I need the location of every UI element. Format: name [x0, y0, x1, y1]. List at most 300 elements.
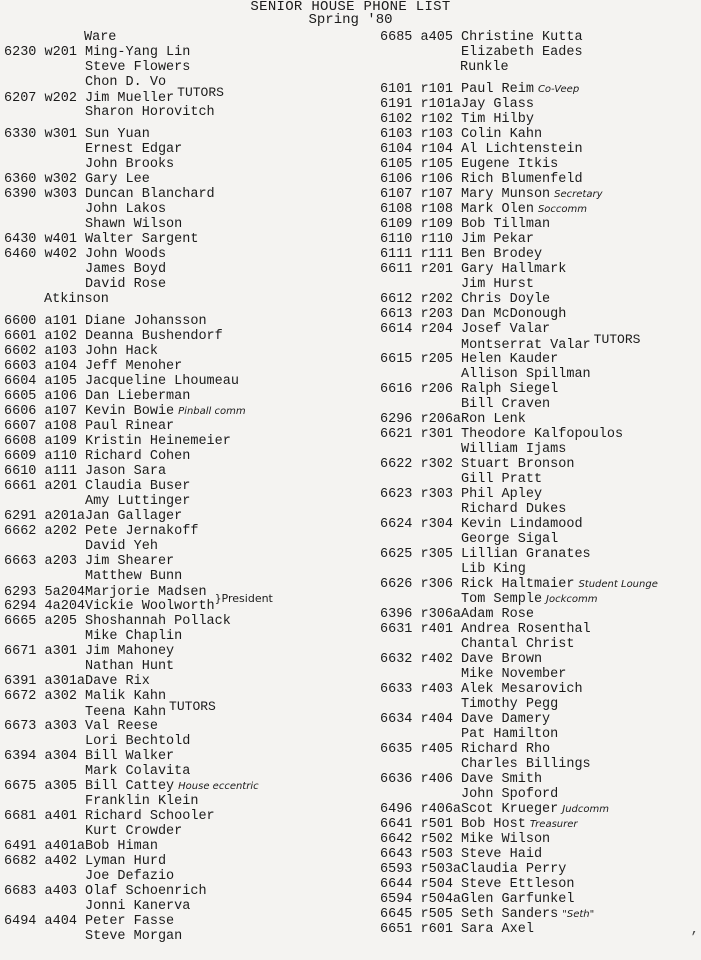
phone-extension: 6496 [380, 802, 421, 817]
resident-name: Pete Jernakoff [85, 524, 199, 539]
resident-name: Lib King [461, 562, 526, 577]
resident-name: Steve Ettleson [461, 877, 575, 892]
phone-extension: 6662 [4, 524, 45, 539]
directory-entry [4, 314, 354, 329]
phone-extension: 6633 [380, 682, 421, 697]
directory-entry [4, 494, 354, 509]
resident-name: Sara Axel [461, 922, 534, 937]
directory-entry [380, 637, 700, 652]
room-number [45, 539, 86, 554]
resident-name: John Brooks [85, 157, 175, 172]
room-number: r406a [420, 802, 462, 817]
phone-extension: 6613 [380, 307, 421, 322]
resident-name: Pat Hamilton [461, 727, 559, 742]
room-number: r306 [420, 577, 462, 592]
handwritten-note: Jockcomm [546, 594, 598, 605]
resident-name: Helen Kauder [461, 352, 559, 367]
resident-name: Shoshannah Pollack [85, 614, 231, 629]
resident-name: David Rose [85, 277, 167, 292]
right-column [380, 30, 700, 937]
phone-extension [380, 502, 421, 517]
phone-extension [380, 637, 421, 652]
room-number [45, 494, 86, 509]
room-number: r103 [420, 127, 462, 142]
room-number: r501 [420, 817, 462, 832]
room-number: r503a [420, 862, 462, 877]
resident-name: Dave Smith [461, 772, 543, 787]
phone-extension: 6293 [4, 585, 45, 600]
phone-extension [4, 202, 45, 217]
room-number: a301 [44, 644, 86, 659]
resident-name: Amy Luttinger [85, 494, 191, 509]
room-number [421, 727, 462, 742]
room-number: r301 [420, 427, 462, 442]
resident-name: Sharon Horovitch [85, 105, 215, 120]
resident-name: Montserrat Valar [461, 338, 591, 353]
room-number: a104 [44, 359, 86, 374]
phone-extension [380, 367, 421, 382]
resident-name: Bob Himan [85, 839, 158, 854]
room-number: r601 [420, 922, 462, 937]
directory-entry [4, 839, 354, 854]
room-number: a109 [44, 434, 86, 449]
resident-name: Steve Flowers [85, 60, 191, 75]
phone-extension: 6634 [380, 712, 421, 727]
room-number [421, 787, 462, 802]
phone-extension: 6665 [4, 614, 45, 629]
phone-extension: 6641 [380, 817, 421, 832]
phone-extension [4, 75, 45, 90]
directory-entry [380, 412, 700, 427]
handwritten-note: Co-Veep [537, 84, 580, 95]
phone-extension: 6636 [380, 772, 421, 787]
directory-entry [380, 757, 700, 772]
directory-entry [380, 262, 700, 277]
phone-extension [4, 869, 45, 884]
directory-entry [380, 577, 700, 592]
phone-extension: 6622 [380, 457, 421, 472]
handwritten-note: Pinball comm [178, 406, 246, 417]
resident-name: Dave Damery [461, 712, 551, 727]
handwritten-note: Secretary [554, 189, 603, 200]
room-number: a110 [44, 449, 86, 464]
room-number [45, 824, 86, 839]
phone-extension [4, 764, 45, 779]
room-number [421, 757, 462, 772]
phone-extension: 6616 [380, 382, 421, 397]
resident-name: Bill Walker [85, 749, 175, 764]
room-number: r505 [420, 907, 462, 922]
phone-extension [4, 899, 45, 914]
directory-entry [380, 517, 700, 532]
resident-name: Jeff Menoher [85, 359, 183, 374]
phone-extension [4, 569, 45, 584]
phone-extension: 6621 [380, 427, 421, 442]
room-number [421, 338, 462, 353]
phone-extension: 6594 [380, 892, 421, 907]
tutors-label: TUTORS [177, 85, 224, 100]
room-number: a201a [44, 509, 86, 524]
phone-extension: 6635 [380, 742, 421, 757]
directory-entry [380, 30, 700, 45]
phone-extension [4, 217, 45, 232]
phone-extension [4, 629, 45, 644]
phone-extension: 6294 [4, 599, 45, 614]
president-label: }President [214, 592, 273, 605]
room-number [421, 592, 462, 607]
resident-name: Seth Sanders [461, 907, 559, 922]
resident-name: Tim Hilby [461, 112, 534, 127]
room-number [421, 502, 462, 517]
room-number: a403 [44, 884, 86, 899]
directory-entry [4, 105, 354, 120]
phone-extension: 6685 [380, 30, 421, 45]
phone-extension [380, 338, 421, 353]
resident-name: Jim Mahoney [85, 644, 175, 659]
directory-entry [380, 802, 700, 817]
directory-entry [380, 427, 700, 442]
resident-name: Al Lichtenstein [461, 142, 583, 157]
phone-extension: 6642 [380, 832, 421, 847]
directory-entry [380, 472, 700, 487]
room-number: r206 [420, 382, 462, 397]
directory-entry [4, 599, 354, 614]
room-number: r503 [420, 847, 462, 862]
phone-extension [4, 705, 45, 720]
phone-extension: 6460 [4, 247, 45, 262]
room-number [45, 629, 86, 644]
room-number: a401 [44, 809, 86, 824]
phone-extension [380, 727, 421, 742]
phone-extension: 6651 [380, 922, 421, 937]
room-number: w202 [44, 91, 86, 106]
phone-extension [380, 442, 421, 457]
directory-entry [4, 187, 354, 202]
resident-name: Malik Kahn [85, 689, 167, 704]
room-number: a103 [44, 344, 86, 359]
directory-entry [4, 262, 354, 277]
room-number: r304 [420, 517, 462, 532]
phone-extension: 6612 [380, 292, 421, 307]
phone-extension: 6391 [4, 674, 45, 689]
phone-extension: 6614 [380, 322, 421, 337]
phone-extension: 6683 [4, 884, 45, 899]
room-number: w302 [44, 172, 86, 187]
directory-entry [380, 112, 700, 127]
term-label: Spring '80 [308, 12, 393, 28]
directory-entry [380, 367, 700, 382]
resident-name: Vickie Woolworth [85, 599, 215, 614]
phone-extension [380, 45, 421, 60]
phone-extension: 6643 [380, 847, 421, 862]
resident-name: Elizabeth Eades [461, 45, 583, 60]
resident-name: Dan McDonough [461, 307, 567, 322]
resident-name: Richard Dukes [461, 502, 567, 517]
resident-name: Alek Mesarovich [461, 682, 583, 697]
room-number: a101 [44, 314, 86, 329]
directory-entry [4, 157, 354, 172]
phone-extension: 6644 [380, 877, 421, 892]
handwritten-note: "Seth" [562, 909, 595, 920]
directory-entry [380, 817, 700, 832]
resident-name: Jonni Kanerva [85, 899, 191, 914]
directory-entry [4, 509, 354, 524]
directory-entry [380, 157, 700, 172]
phone-extension [4, 262, 45, 277]
resident-name: Teena Kahn [85, 705, 167, 720]
phone-extension: 6108 [380, 202, 421, 217]
phone-extension [4, 142, 45, 157]
resident-name: James Boyd [85, 262, 167, 277]
directory-entry [4, 884, 354, 899]
phone-extension [4, 60, 45, 75]
phone-extension [4, 824, 45, 839]
directory-entry [380, 547, 700, 562]
resident-name: Richard Cohen [85, 449, 191, 464]
resident-name: Glen Garfunkel [461, 892, 575, 907]
room-number: a106 [44, 389, 86, 404]
phone-extension: 6110 [380, 232, 421, 247]
phone-extension [4, 157, 45, 172]
phone-extension: 6615 [380, 352, 421, 367]
resident-name: Rick Haltmaier [461, 577, 575, 592]
room-number [45, 569, 86, 584]
phone-extension: 6104 [380, 142, 421, 157]
room-number [421, 45, 462, 60]
room-number: r303 [420, 487, 462, 502]
room-number: r405 [420, 742, 462, 757]
room-number: r107 [420, 187, 462, 202]
room-number [45, 277, 86, 292]
directory-entry [4, 127, 354, 142]
phone-extension [380, 787, 421, 802]
resident-name: Jacqueline Lhoumeau [85, 374, 239, 389]
directory-entry [4, 824, 354, 839]
room-number [421, 697, 462, 712]
section-heading: Runkle [460, 60, 509, 75]
resident-name: Duncan Blanchard [85, 187, 215, 202]
resident-name: Olaf Schoenrich [85, 884, 207, 899]
resident-name: Andrea Rosenthal [461, 622, 591, 637]
room-number: w201 [44, 45, 86, 60]
resident-name: Bob Tillman [461, 217, 551, 232]
resident-name: John Spoford [461, 787, 559, 802]
resident-name: Gary Hallmark [461, 262, 567, 277]
resident-name: Jim Hurst [461, 277, 534, 292]
phone-extension [380, 532, 421, 547]
room-number: w401 [44, 232, 86, 247]
phone-extension: 6494 [4, 914, 45, 929]
room-number: r110 [420, 232, 462, 247]
phone-extension: 6191 [380, 97, 421, 112]
resident-name: Jason Sara [85, 464, 167, 479]
page-title: SENIOR HOUSE PHONE LIST [250, 0, 451, 15]
room-number: a401a [44, 839, 86, 854]
resident-name: Val Reese [85, 719, 158, 734]
room-number: r102 [420, 112, 462, 127]
phone-extension: 6608 [4, 434, 45, 449]
directory-entry [4, 699, 354, 720]
section-heading: Ware [84, 30, 117, 45]
directory-entry [4, 734, 354, 749]
directory-entry [4, 464, 354, 479]
resident-name: Nathan Hunt [85, 659, 175, 674]
room-number: r402 [420, 652, 462, 667]
resident-name: Bill Cattey [85, 779, 175, 794]
resident-name: Mike November [461, 667, 567, 682]
resident-name: Allison Spillman [461, 367, 591, 382]
room-number: a107 [44, 404, 86, 419]
phone-extension: 6491 [4, 839, 45, 854]
handwritten-note: Soccomm [537, 204, 588, 215]
room-number: 4a204 [44, 599, 86, 614]
resident-name: Ernest Edgar [85, 142, 183, 157]
room-number: r406 [420, 772, 462, 787]
resident-name: Chris Doyle [461, 292, 551, 307]
resident-name: Bill Craven [461, 397, 551, 412]
phone-extension: 6101 [380, 82, 421, 97]
resident-name: Chantal Christ [461, 637, 575, 652]
resident-name: Richard Rho [461, 742, 551, 757]
directory-entry [380, 457, 700, 472]
room-number: a111 [44, 464, 86, 479]
room-number: r101a [420, 97, 462, 112]
directory-entry [4, 449, 354, 464]
phone-extension: 6107 [380, 187, 421, 202]
room-number: a305 [44, 779, 86, 794]
directory-entry [380, 382, 700, 397]
phone-extension: 6609 [4, 449, 45, 464]
room-number [421, 532, 462, 547]
resident-name: Peter Fasse [85, 914, 175, 929]
directory-entry [380, 592, 700, 607]
room-number: a304 [44, 749, 86, 764]
directory-entry [4, 479, 354, 494]
directory-entry [380, 712, 700, 727]
resident-name: Ming-Yang Lin [85, 45, 191, 60]
room-number [421, 397, 462, 412]
directory-entry [380, 727, 700, 742]
resident-name: Jan Gallager [85, 509, 183, 524]
resident-name: Kurt Crowder [85, 824, 183, 839]
room-number: a203 [44, 554, 86, 569]
resident-name: David Yeh [85, 539, 158, 554]
phone-extension: 6360 [4, 172, 45, 187]
resident-name: John Hack [85, 344, 158, 359]
resident-name: Rich Blumenfeld [461, 172, 583, 187]
phone-extension: 6673 [4, 719, 45, 734]
resident-name: Matthew Bunn [85, 569, 183, 584]
directory-entry [4, 247, 354, 262]
directory-entry [380, 142, 700, 157]
room-number: r106 [420, 172, 462, 187]
room-number: r204 [420, 322, 462, 337]
directory-entry [380, 697, 700, 712]
room-number: a102 [44, 329, 86, 344]
room-number [45, 262, 86, 277]
resident-name: Phil Apley [461, 487, 543, 502]
directory-entry [4, 232, 354, 247]
resident-name: Lyman Hurd [85, 854, 167, 869]
resident-name: Lori Bechtold [85, 734, 191, 749]
resident-name: Kevin Lindamood [461, 517, 583, 532]
phone-extension: 6605 [4, 389, 45, 404]
phone-extension: 6109 [380, 217, 421, 232]
directory-entry [4, 329, 354, 344]
directory-entry [380, 187, 700, 202]
room-number [45, 929, 86, 944]
resident-name: Jim Shearer [85, 554, 175, 569]
room-number: r202 [420, 292, 462, 307]
phone-extension: 6105 [380, 157, 421, 172]
phone-extension [380, 592, 421, 607]
directory-entry [380, 622, 700, 637]
room-number [421, 367, 462, 382]
room-number: r302 [420, 457, 462, 472]
resident-name: Steve Haid [461, 847, 543, 862]
resident-name: Dan Lieberman [85, 389, 191, 404]
phone-extension [380, 397, 421, 412]
room-number: 5a204 [44, 585, 86, 600]
phone-extension: 6606 [4, 404, 45, 419]
room-number [45, 217, 86, 232]
directory-entry [4, 899, 354, 914]
room-number: a108 [44, 419, 86, 434]
phone-extension: 6675 [4, 779, 45, 794]
resident-name: Richard Schooler [85, 809, 215, 824]
resident-name: Jay Glass [461, 97, 534, 112]
directory-entry [4, 794, 354, 809]
resident-name: Jim Pekar [461, 232, 534, 247]
directory-entry [380, 682, 700, 697]
room-number: a205 [44, 614, 86, 629]
phone-extension: 6604 [4, 374, 45, 389]
phone-extension [4, 105, 45, 120]
resident-name: Kristin Heinemeier [85, 434, 231, 449]
room-number: r109 [420, 217, 462, 232]
phone-extension: 6430 [4, 232, 45, 247]
directory-entry [4, 524, 354, 539]
room-number: r105 [420, 157, 462, 172]
room-number: r205 [420, 352, 462, 367]
phone-extension: 6103 [380, 127, 421, 142]
phone-extension: 6593 [380, 862, 421, 877]
phone-extension: 6207 [4, 91, 45, 106]
resident-name: George Sigal [461, 532, 559, 547]
edge-mark: ’ [689, 930, 698, 946]
resident-name: Chon D. Vo [85, 75, 167, 90]
directory-entry [380, 667, 700, 682]
room-number [45, 734, 86, 749]
phone-extension: 6626 [380, 577, 421, 592]
directory-entry [4, 569, 354, 584]
phone-extension: 6600 [4, 314, 45, 329]
room-number [421, 637, 462, 652]
room-number: r111 [420, 247, 462, 262]
resident-name: Bob Host [461, 817, 526, 832]
resident-name: Gill Pratt [461, 472, 543, 487]
phone-extension [4, 494, 45, 509]
phone-extension [4, 277, 45, 292]
directory-entry [4, 404, 354, 419]
room-number: a404 [44, 914, 86, 929]
directory-entry [4, 809, 354, 824]
resident-name: Claudia Buser [85, 479, 191, 494]
phone-extension: 6671 [4, 644, 45, 659]
directory-entry [380, 562, 700, 577]
directory-entry [380, 127, 700, 142]
phone-extension: 6111 [380, 247, 421, 262]
